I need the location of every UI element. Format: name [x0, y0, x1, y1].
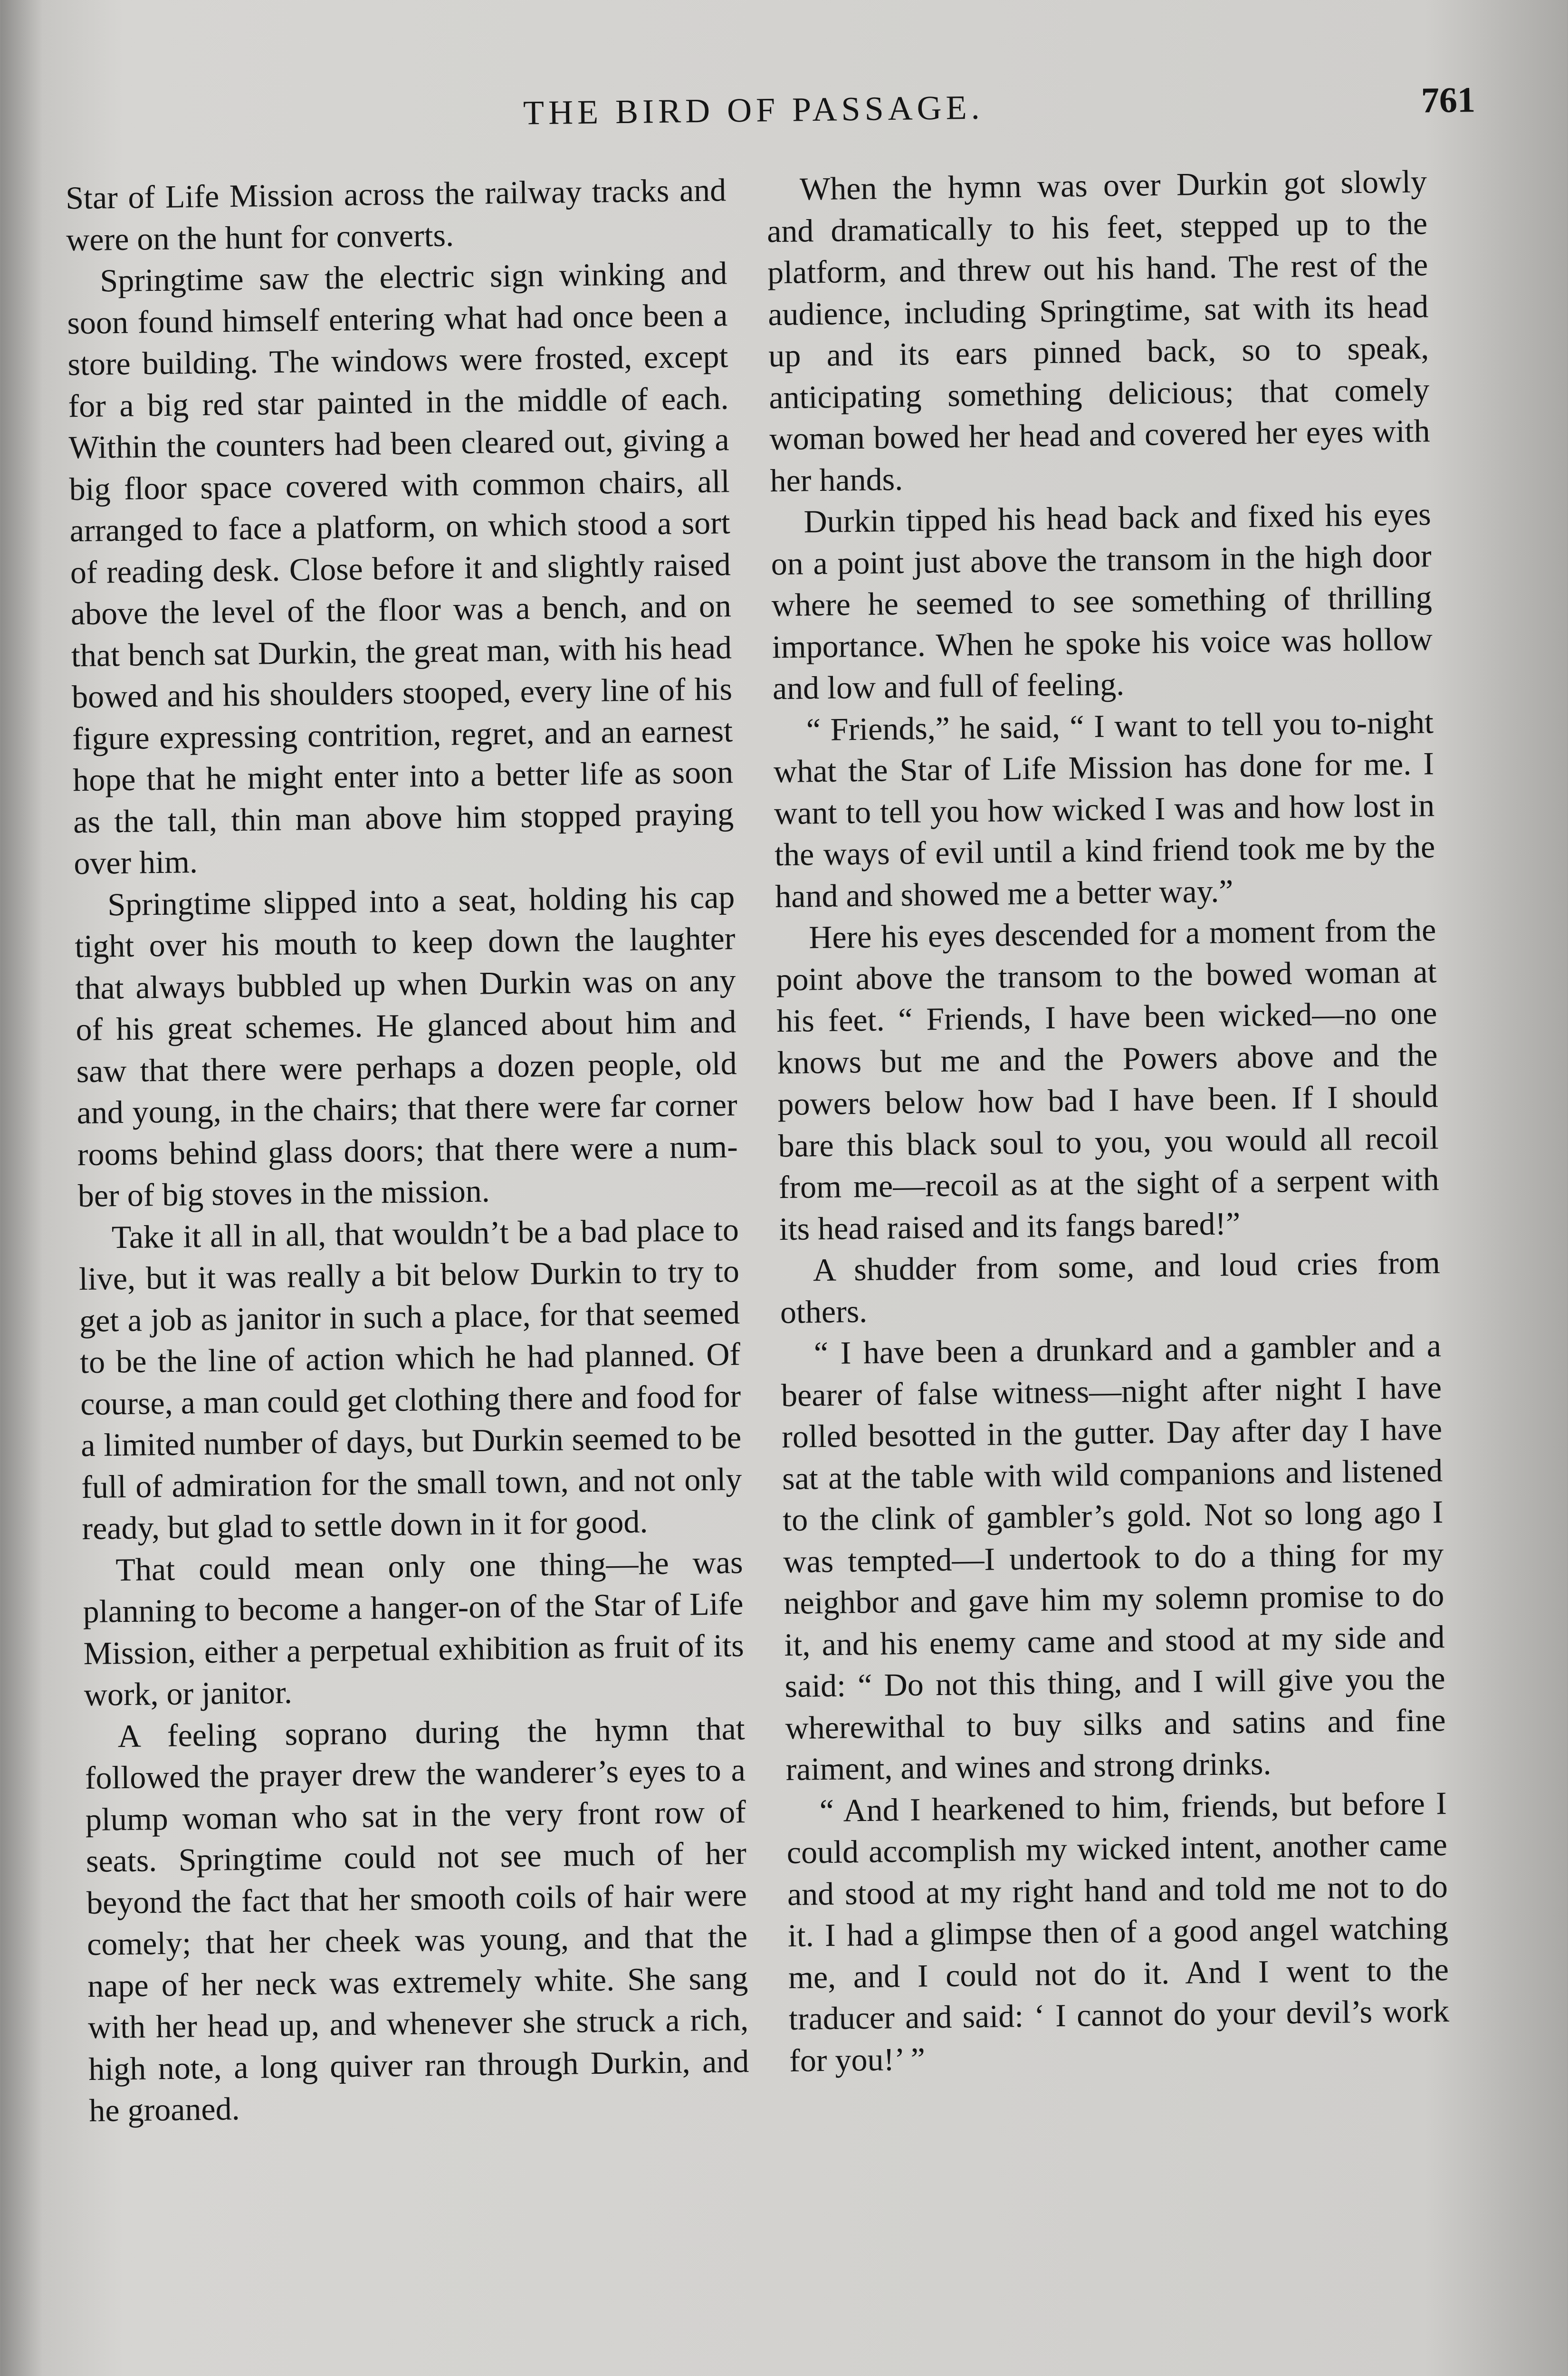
paragraph: A shudder from some, and loud cries from others.	[780, 1244, 1441, 1330]
paragraph: A feeling soprano during the hymn that followed the prayer drew the wanderer’s eyes to a plump woman who sat in the very front row of seats. Springtime could not see much of her beyond the fact that her smooth coils of hair were comely; that her cheek was young, and that the nape of her neck was extremely white. She sang with her head up, and whenever she struck a rich, high note, a long quiver ran through Durkin, and he groaned.	[85, 1710, 749, 2129]
paragraph: When the hymn was over Durkin got slowly and dramatically to his feet, stepped up to the platform, and threw out his hand. The rest of the audience, including Springtime, sat with its head up and its ears pinned back, so to speak, anticipating something delicious; that comely woman bowed her head and covered her eyes with her hands.	[766, 163, 1430, 498]
paragraph: That could mean only one thing—he was planning to become a hanger-on of the Star of Life Mission, either a perpetual exhibition as fruit of its work, or janitor.	[83, 1543, 744, 1713]
paragraph: Star of Life Mission across the railway tracks and were on the hunt for converts.	[65, 172, 727, 258]
paragraph: Here his eyes descended for a moment from the point above the transom to the bowed woman at his feet. “ Friends, I have been wicked—no one knows but me and the Powers above and the powers below how bad I have been. If I should bare this black soul to you, you would all recoil from me—recoil as at the sight of a serpent with its head raised and its fangs bared!”	[775, 911, 1440, 1247]
right-column	[766, 161, 1450, 2081]
running-head: THE BIRD OF PASSAGE.	[523, 88, 985, 132]
paragraph: “ And I hearkened to him, friends, but before I could accomplish my wicked intent, another came and stood at my right hand and told me not to do it. I had a glimpse then of a good angel watching me, and I could not do it. And I went to the traducer and said: ‘ I cannot do your devil’s work for you!’ ”	[786, 1784, 1450, 2079]
paragraph: Durkin tipped his head back and fixed his eyes on a point just above the transom in the high door where he seemed to see something of thrilling importance. When he spoke his voice was hollow and low and full of feeling.	[771, 496, 1433, 707]
paragraph: “ Friends,” he said, “ I want to tell you to-night what the Star of Life Mission has done for me. I want to tell you how wicked I was and how lost in the ways of evil until a kind friend took me by the hand and showed me a better way.”	[773, 703, 1435, 914]
paragraph: Take it all in all, that wouldn’t be a bad place to live, but it was really a bit below Durkin to try to get a job as janitor in such a place, for that seemed to be the line of action which he had planned. Of course, a man could get clothing there and food for a limited number of days, but Durkin seemed to be full of admiration for the small town, and not only ready, but glad to settle down in it for good.	[78, 1211, 742, 1547]
left-column	[66, 169, 750, 2131]
paragraph: Springtime saw the electric sign winking and soon found himself entering what had once been a store building. The windows were frosted, except for a big red star painted in the middle of each. Within the counters had been cleared out, giving a big floor space covered with common chairs, all arranged to face a platform, on which stood a sort of reading desk. Close before it and slightly raised above the level of the floor was a bench, and on that bench sat Durkin, the great man, with his head bowed and his shoulders stooped, every line of his figure expressing contrition, regret, and an earnest hope that he might enter into a better life as soon as the tall, thin man above him stopped praying over him.	[67, 255, 734, 881]
paragraph: Springtime slipped into a seat, holding his cap tight over his mouth to keep down the laughter that always bubbled up when Durkin was on any of his great schemes. He glanced about him and saw that there were perhaps a dozen people, old and young, in the chairs; that there were far corner rooms behind glass doors; that there were a number of big stoves in the mission.	[74, 878, 738, 1214]
page-number: 761	[1421, 80, 1476, 121]
paragraph: “ I have been a drunkard and a gambler and a bearer of false witness—night after night I have rolled besotted in the gutter. Day after day I have sat at the table with wild companions and listened to the clink of gambler’s gold. Not so long ago I was tempted—I undertook to do a thing for my neighbor and gave him my solemn promise to do it, and his enemy came and stood at my side and said: “ Do not this thing, and I will give you the wherewithal to buy silks and satins and fine raiment, and wines and strong drinks.	[781, 1327, 1446, 1788]
